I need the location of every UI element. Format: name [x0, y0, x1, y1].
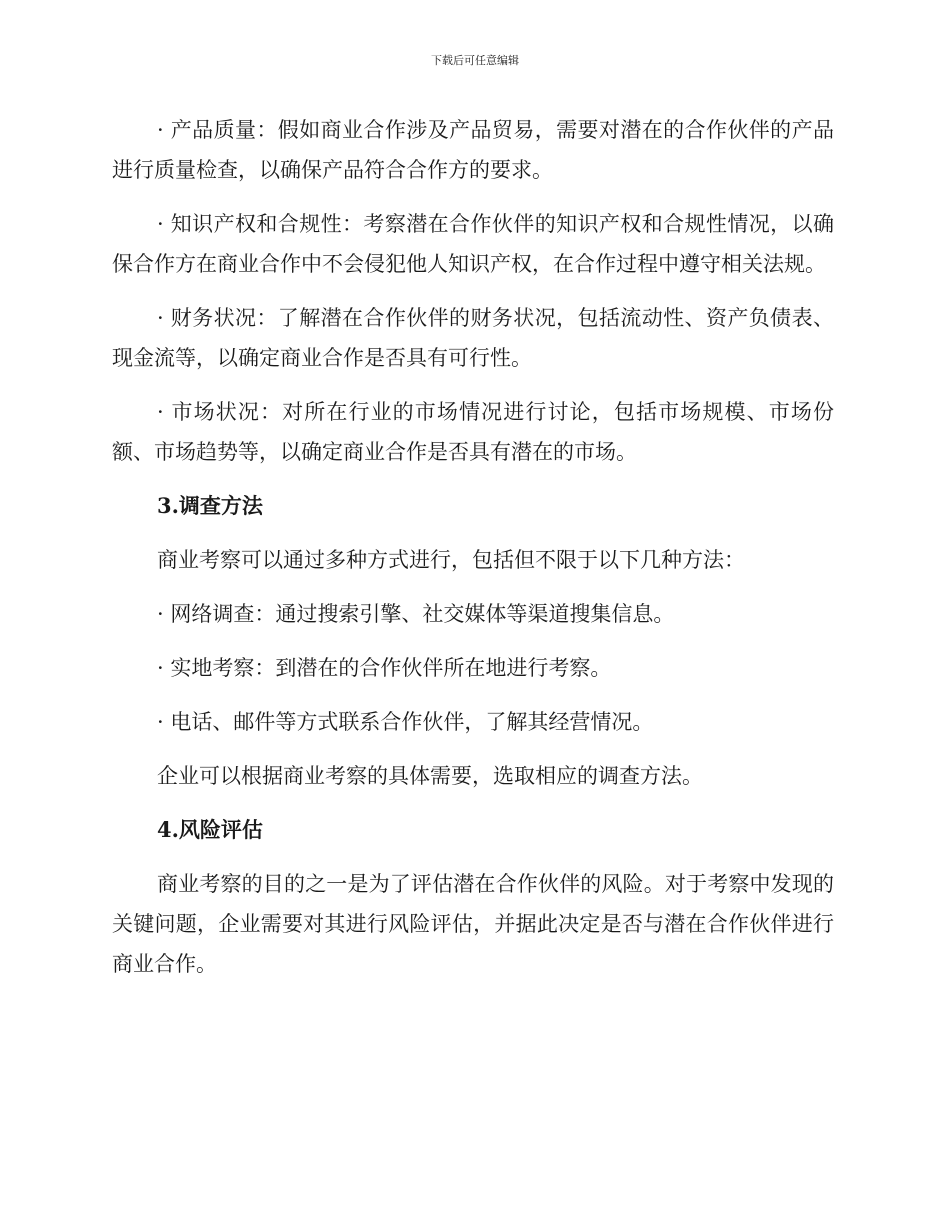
paragraph-financial-status: · 财务状况：了解潜在合作伙伴的财务状况，包括流动性、资产负债表、现金流等，以确定商业合作是否具有可行性。 [112, 306, 834, 370]
paragraph-methods-intro: 商业考察可以通过多种方式进行，包括但不限于以下几种方法： [157, 548, 745, 572]
section-heading-survey-methods: 3.调查方法 [157, 493, 263, 518]
list-item-phone-email: · 电话、邮件等方式联系合作伙伴，了解其经营情况。 [157, 710, 654, 734]
paragraph-risk-assessment: 商业考察的目的之一是为了评估潜在合作伙伴的风险。对于考察中发现的关键问题，企业需要对其进行风险评估，并据此决定是否与潜在合作伙伴进行商业合作。 [112, 872, 834, 976]
paragraph-market-status: · 市场状况：对所在行业的市场情况进行讨论，包括市场规模、市场份额、市场趋势等，以确定商业合作是否具有潜在的市场。 [112, 400, 834, 464]
page-header: 下载后可任意编辑 [431, 54, 519, 67]
paragraph-product-quality: · 产品质量：假如商业合作涉及产品贸易，需要对潜在的合作伙伴的产品进行质量检查，以确保产品符合合作方的要求。 [112, 118, 834, 182]
document-body [112, 110, 834, 998]
paragraph-methods-conclusion: 企业可以根据商业考察的具体需要，选取相应的调查方法。 [157, 764, 703, 788]
list-item-site-visit: · 实地考察：到潜在的合作伙伴所在地进行考察。 [157, 656, 612, 680]
paragraph-ip-compliance: · 知识产权和合规性：考察潜在合作伙伴的知识产权和合规性情况，以确保合作方在商业合作中不会侵犯他人知识产权，在合作过程中遵守相关法规。 [112, 212, 834, 276]
section-heading-risk-assessment: 4.风险评估 [157, 817, 263, 842]
list-item-online-survey: · 网络调查：通过搜索引擎、社交媒体等渠道搜集信息。 [157, 602, 675, 626]
